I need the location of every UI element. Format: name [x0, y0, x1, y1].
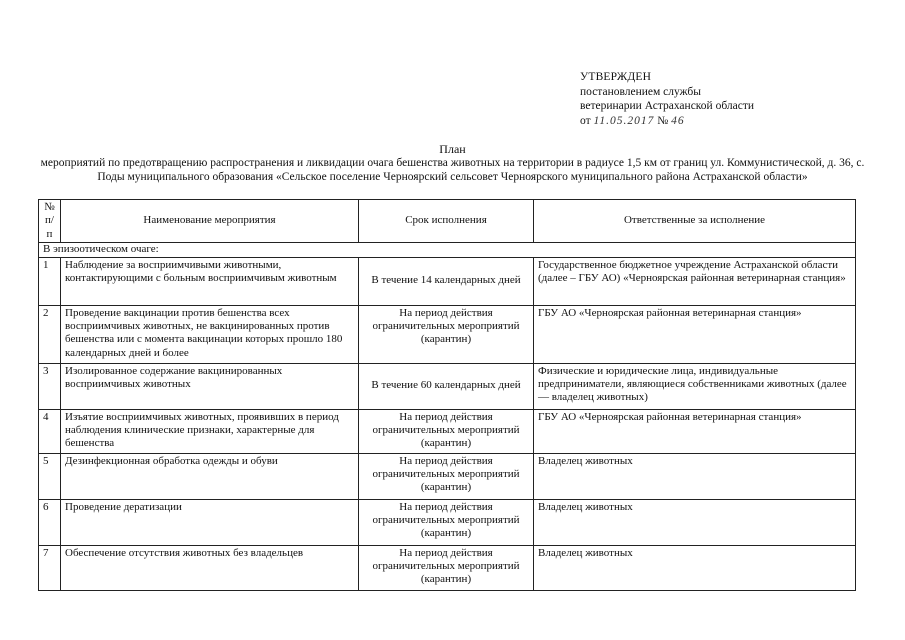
approval-date-handwritten: 11.05.2017 — [593, 114, 655, 127]
row-num: 3 — [39, 363, 61, 409]
row-name: Проведение дератизации — [61, 499, 359, 545]
approval-number-handwritten: 46 — [671, 114, 685, 127]
row-responsible: Владелец животных — [534, 545, 856, 590]
header-name: Наименование мероприятия — [61, 200, 359, 243]
table-row — [39, 499, 856, 545]
row-num: 6 — [39, 499, 61, 545]
row-term: На период действия ограничительных мероприятий (карантин) — [359, 305, 534, 363]
row-name: Изолированное содержание вакцинированных восприимчивых животных — [61, 363, 359, 409]
approval-block — [580, 70, 820, 128]
row-responsible: ГБУ АО «Черноярская районная ветеринарная станция» — [534, 409, 856, 453]
row-responsible: Владелец животных — [534, 499, 856, 545]
section-label: В эпизоотическом очаге: — [39, 243, 856, 257]
approval-from-label: от — [580, 114, 591, 127]
row-name: Проведение вакцинации против бешенства всех восприимчивых животных, не вакцинированных против бешенства или с момента вакцинации которых прошло 180 календарных дней и более — [61, 305, 359, 363]
row-term: На период действия ограничительных мероприятий (карантин) — [359, 499, 534, 545]
approval-date-line — [580, 114, 820, 129]
table-row — [39, 363, 856, 409]
row-name: Дезинфекционная обработка одежды и обуви — [61, 453, 359, 499]
row-term: В течение 60 календарных дней — [359, 363, 534, 409]
section-row — [39, 243, 856, 257]
header-responsible: Ответственные за исполнение — [534, 200, 856, 243]
approval-line-1: постановлением службы — [580, 85, 701, 98]
table-row — [39, 305, 856, 363]
row-term: На период действия ограничительных мероприятий (карантин) — [359, 545, 534, 590]
header-term: Срок исполнения — [359, 200, 534, 243]
table-row — [39, 257, 856, 305]
row-responsible: Владелец животных — [534, 453, 856, 499]
row-num: 7 — [39, 545, 61, 590]
header-num: № п/п — [39, 200, 61, 243]
row-responsible: Государственное бюджетное учреждение Астраханской области (далее – ГБУ АО) «Черноярская районная ветеринарная станция» — [534, 257, 856, 305]
row-responsible: Физические и юридические лица, индивидуальные предприниматели, являющиеся собственниками животных (далее — владелец животных) — [534, 363, 856, 409]
table-row — [39, 453, 856, 499]
row-num: 4 — [39, 409, 61, 453]
row-name: Наблюдение за восприимчивыми животными, контактирующими с больным восприимчивым животным — [61, 257, 359, 305]
table-header-row — [39, 200, 856, 243]
row-num: 2 — [39, 305, 61, 363]
document-subtitle: мероприятий по предотвращению распространения и ликвидации очага бешенства животных на территории в радиусе 1,5 км от границ ул. Коммунистической, д. 36, с. Поды муниципального образования «Сельское поселение Черноярский сельсовет Черноярского муниципального района Астраханской области» — [40, 157, 865, 183]
row-num: 5 — [39, 453, 61, 499]
row-responsible: ГБУ АО «Черноярская районная ветеринарная станция» — [534, 305, 856, 363]
table-row — [39, 545, 856, 590]
approval-title: УТВЕРЖДЕН — [580, 71, 652, 83]
document-title: План — [439, 142, 466, 156]
row-term: В течение 14 календарных дней — [359, 257, 534, 305]
row-term: На период действия ограничительных мероприятий (карантин) — [359, 453, 534, 499]
row-term: На период действия ограничительных мероприятий (карантин) — [359, 409, 534, 453]
approval-line-2: ветеринарии Астраханской области — [580, 100, 755, 112]
approval-number-label: № — [657, 114, 669, 127]
table-row — [39, 409, 856, 453]
row-name: Обеспечение отсутствия животных без владельцев — [61, 545, 359, 590]
row-name: Изъятие восприимчивых животных, проявивших в период наблюдения клинические признаки, характерные для бешенства — [61, 409, 359, 453]
row-num: 1 — [39, 257, 61, 305]
plan-table — [38, 199, 856, 591]
